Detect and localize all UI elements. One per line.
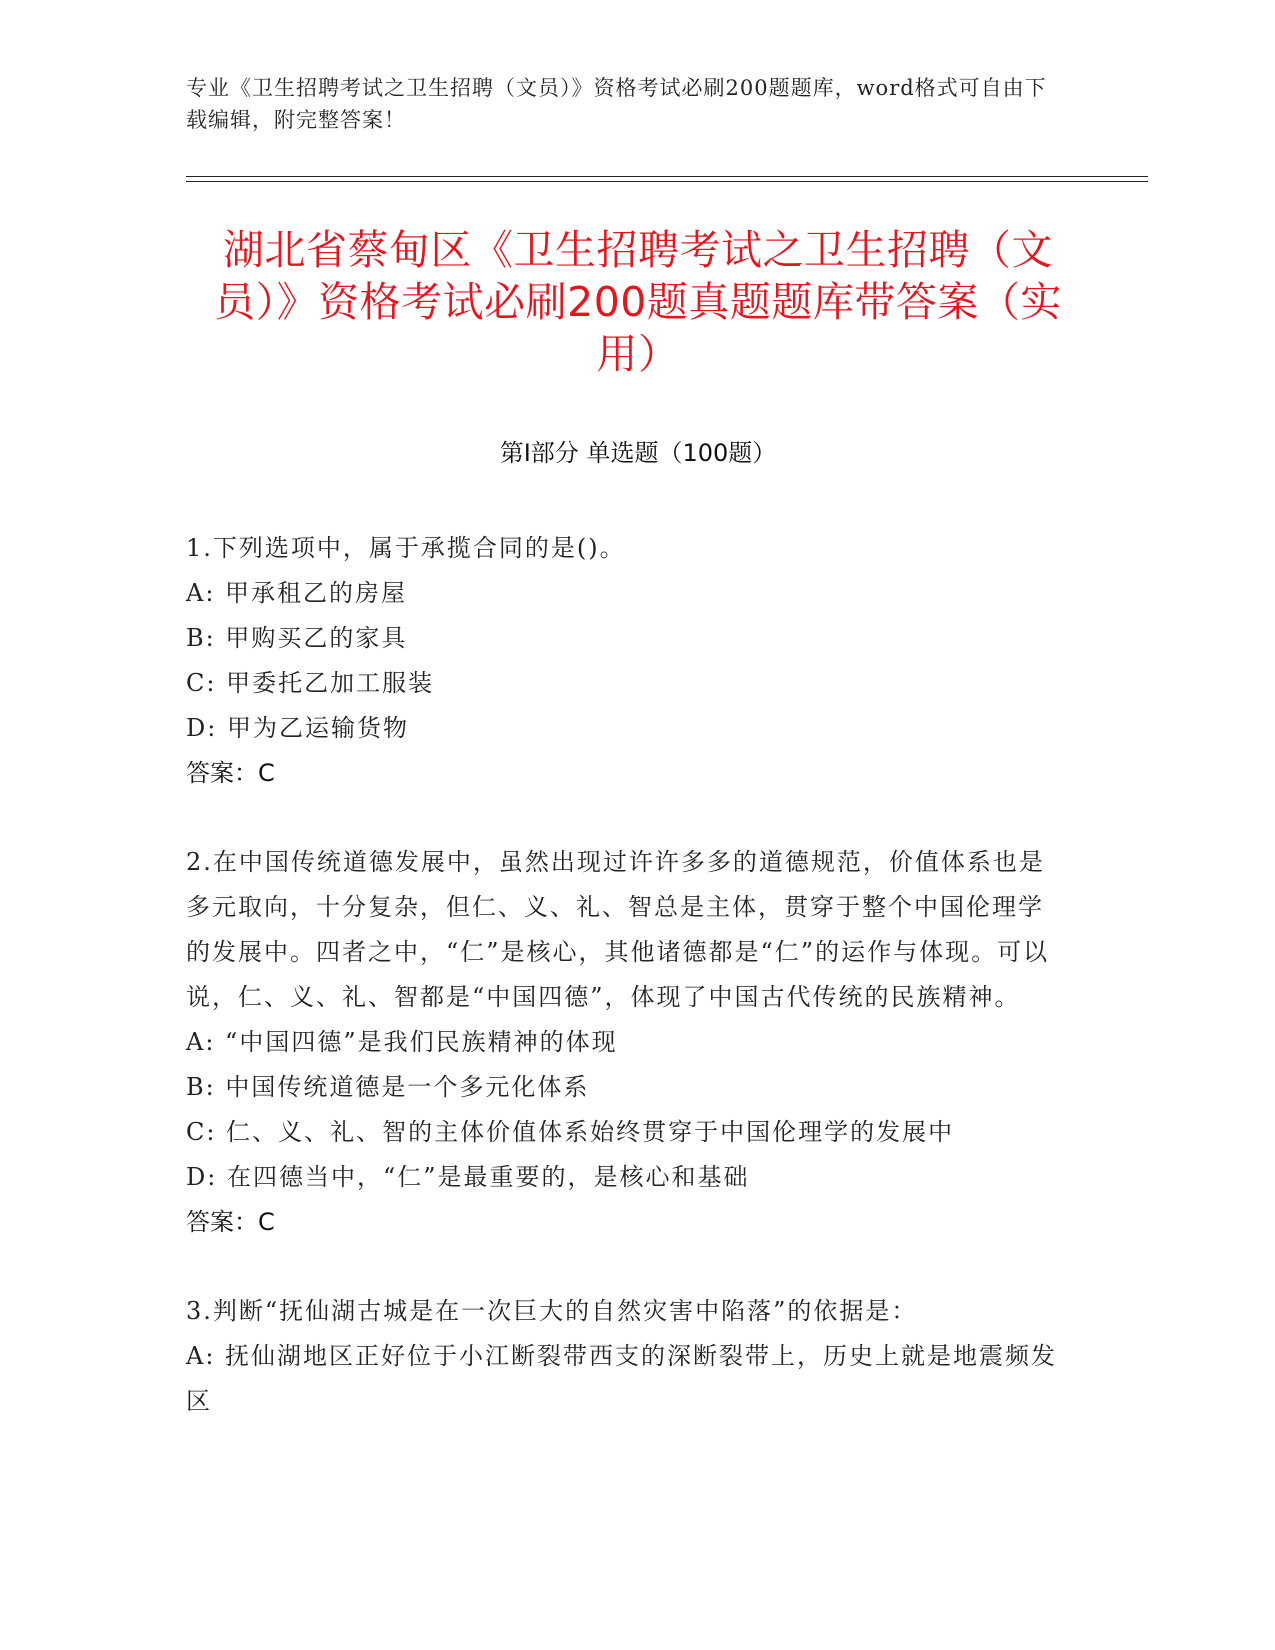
section-title: 第Ⅰ部分 单选题（100题） <box>499 439 777 467</box>
question-3 <box>186 1289 1066 1424</box>
option-a: A: “中国四德”是我们民族精神的体现 <box>186 1028 618 1056</box>
answer: 答案：C <box>186 759 275 787</box>
option-c: C: 仁、义、礼、智的主体价值体系始终贯穿于中国伦理学的发展中 <box>186 1118 955 1146</box>
answer: 答案：C <box>186 1208 275 1236</box>
option-b: B: 甲购买乙的家具 <box>186 624 408 652</box>
question-1 <box>186 526 1066 796</box>
option-c: C: 甲委托乙加工服装 <box>186 669 435 697</box>
option-a: A: 抚仙湖地区正好位于小江断裂带西支的深断裂带上，历史上就是地震频发区 <box>186 1342 1058 1415</box>
header-divider-top <box>186 176 1148 177</box>
question-2 <box>186 840 1066 1245</box>
option-d: D: 甲为乙运输货物 <box>186 714 409 742</box>
header-note: 专业《卫生招聘考试之卫生招聘（文员）》资格考试必刷200题题库，word格式可自由下载编辑，附完整答案！ <box>186 76 1047 132</box>
option-b: B: 中国传统道德是一个多元化体系 <box>186 1073 590 1101</box>
option-d: D: 在四德当中，“仁”是最重要的，是核心和基础 <box>186 1163 750 1191</box>
question-stem: 1.下列选项中，属于承揽合同的是()。 <box>186 534 626 562</box>
question-list <box>186 526 1066 1468</box>
document-title: 湖北省蔡甸区《卫生招聘考试之卫生招聘（文员）》资格考试必刷200题真题题库带答案（实用） <box>214 226 1062 378</box>
option-a: A: 甲承租乙的房屋 <box>186 579 408 607</box>
question-stem: 2.在中国传统道德发展中，虽然出现过许许多多的道德规范，价值体系也是多元取向，十分复杂，但仁、义、礼、智总是主体，贯穿于整个中国伦理学的发展中。四者之中，“仁”是核心，其他诸德都是“仁”的运作与体现。可以说，仁、义、礼、智都是“中国四德”，体现了中国古代传统的民族精神。 <box>186 848 1050 1011</box>
question-stem: 3.判断“抚仙湖古城是在一次巨大的自然灾害中陷落”的依据是： <box>186 1297 918 1325</box>
header-divider-bottom <box>186 181 1148 182</box>
